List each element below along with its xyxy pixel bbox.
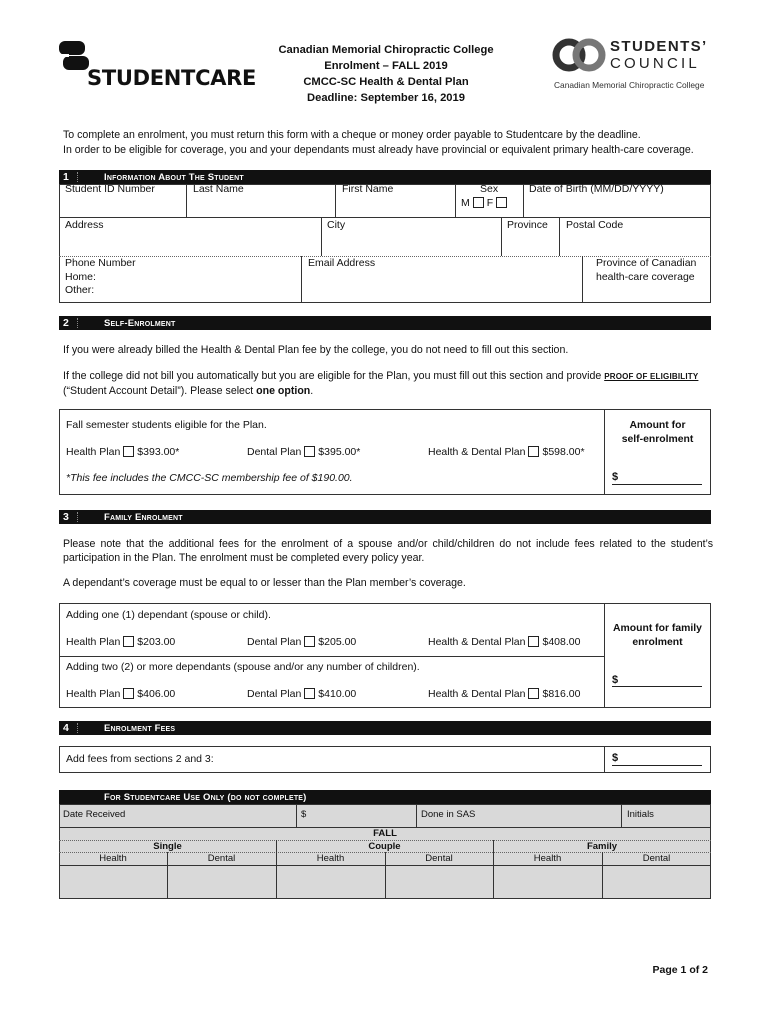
col-divider: [301, 256, 302, 303]
couple-health-label: Health: [316, 853, 345, 864]
single-label: Single: [153, 841, 182, 852]
city-field[interactable]: City: [327, 219, 346, 231]
page-number: Page 1 of 2: [652, 964, 708, 976]
row-divider: [59, 656, 604, 657]
col-divider: [604, 746, 605, 773]
row-divider: [59, 217, 711, 218]
two-health-label: Health Plan: [66, 688, 121, 700]
section3-divider: [77, 512, 78, 522]
section2-para1: If you were already billed the Health & Dental Plan fee by the college, you do not need to fill out this section.: [63, 344, 569, 356]
self-dental-option: [247, 446, 360, 458]
single-dental-label: Dental: [207, 853, 236, 864]
section1-title: Information About The Student: [104, 172, 244, 183]
self-amount-line1: Amount for: [629, 420, 686, 431]
two-hd-checkbox[interactable]: [528, 688, 539, 699]
self-health-option: [66, 446, 179, 458]
section2-number: 2: [63, 317, 69, 329]
self-amount-input[interactable]: [612, 484, 702, 485]
section2-para2a: If the college did not bill you automatically but you are eligible for the Plan, you must fill out this section and provide: [63, 370, 605, 382]
section3-header: [59, 510, 711, 524]
office-use-title: For Studentcare Use Only (do not complete): [104, 792, 307, 803]
self-hd-checkbox[interactable]: [528, 446, 539, 457]
section1-number: 1: [63, 171, 69, 183]
total-dollar: $: [612, 752, 619, 764]
family-amount-line2: enrolment: [632, 636, 683, 648]
one-dental-label: Dental Plan: [247, 636, 302, 648]
phone-field[interactable]: [65, 257, 136, 298]
self-dental-checkbox[interactable]: [304, 446, 315, 457]
membership-fee-note: *This fee includes the CMCC-SC membership fee of $190.00.: [66, 472, 353, 484]
college-name: Canadian Memorial Chiropractic College: [278, 44, 494, 56]
two-hd-label: Health & Dental Plan: [428, 688, 526, 700]
self-amount-heading: [604, 419, 711, 446]
self-hd-price: $598.00*: [542, 446, 585, 458]
col-divider: [455, 184, 456, 217]
self-hd-option: [428, 446, 585, 458]
self-health-label: Health Plan: [66, 446, 121, 458]
one-option-text: one option: [256, 385, 311, 397]
family-health-label: Health: [533, 853, 562, 864]
two-health-price: $406.00: [137, 688, 176, 700]
section4-title: Enrolment Fees: [104, 723, 176, 734]
council-line1: STUDENTS’: [610, 38, 708, 55]
section4-header: [59, 721, 711, 735]
sex-options: [461, 197, 510, 209]
first-name-field[interactable]: First Name: [342, 183, 394, 195]
date-received-label: Date Received: [63, 809, 126, 820]
section2-header: [59, 316, 711, 330]
two-dental-label: Dental Plan: [247, 688, 302, 700]
province-field[interactable]: Province: [507, 219, 548, 231]
prov-cov-line2: health-care coverage: [596, 270, 695, 283]
two-dental-price: $410.00: [318, 688, 357, 700]
col-divider: [296, 804, 297, 827]
deadline: Deadline: September 16, 2019: [307, 92, 465, 104]
self-enrolment-title: Fall semester students eligible for the Plan.: [66, 419, 267, 431]
couple-dental-label: Dental: [425, 853, 453, 864]
col-divider: [501, 217, 502, 256]
col-divider: [321, 217, 322, 256]
one-health-label: Health Plan: [66, 636, 121, 648]
two-health-checkbox[interactable]: [123, 688, 134, 699]
family-amount-heading: [604, 622, 711, 649]
two-dependants-title: Adding two (2) or more dependants (spouse and/or any number of children).: [66, 661, 420, 673]
studentcare-mark-icon: [57, 38, 91, 78]
fall-label: FALL: [373, 828, 397, 839]
self-amount-dollar: $: [612, 471, 619, 483]
student-id-field[interactable]: Student ID Number: [65, 183, 155, 195]
sex-m-label: M: [461, 197, 470, 209]
students-council-logo: [552, 38, 722, 93]
intro-line1: To complete an enrolment, you must return this form with a cheque or money order payable to Studentcare by the deadline.: [63, 129, 641, 141]
sex-label: Sex: [480, 183, 499, 195]
student-info-box: [59, 184, 711, 303]
section1-header: [59, 170, 711, 184]
single-health-label: Health: [99, 853, 127, 864]
section2-para2b: (“Student Account Detail”). Please select: [63, 385, 257, 397]
col-divider: [604, 603, 605, 708]
one-hd-price: $408.00: [542, 636, 581, 648]
col-divider: [559, 217, 560, 256]
one-health-option: [66, 636, 175, 648]
two-hd-price: $816.00: [542, 688, 581, 700]
office-dollar-label: $: [301, 809, 307, 820]
done-in-sas-label: Done in SAS: [421, 809, 476, 820]
phone-other-label: Other:: [65, 284, 95, 296]
add-fees-label: Add fees from sections 2 and 3:: [66, 753, 214, 765]
email-field[interactable]: Email Address: [308, 257, 376, 269]
council-line2: COUNCIL: [610, 55, 700, 72]
two-health-option: [66, 688, 175, 700]
section3-title: Family Enrolment: [104, 512, 183, 523]
form-title-block: [255, 42, 517, 106]
family-dental-label: Dental: [642, 853, 671, 864]
enrolment-term: Enrolment – FALL 2019: [324, 60, 448, 72]
section3-number: 3: [63, 511, 69, 523]
last-name-field[interactable]: Last Name: [193, 183, 244, 195]
two-hd-option: [428, 688, 580, 700]
section2-para2: [63, 369, 713, 398]
col-divider: [523, 184, 524, 217]
plan-name: CMCC-SC Health & Dental Plan: [303, 76, 469, 88]
section1-divider: [77, 172, 78, 182]
family-amount-dollar: $: [612, 674, 619, 686]
section4-number: 4: [63, 722, 69, 734]
self-health-checkbox[interactable]: [123, 446, 134, 457]
proof-of-eligibility-link[interactable]: PROOF OF ELIGIBILITY: [604, 372, 699, 381]
section3-para2: A dependant’s coverage must be equal to or lesser than the Plan member’s coverage.: [63, 577, 466, 589]
studentcare-logo: [57, 38, 257, 93]
province-coverage-field[interactable]: [596, 257, 696, 284]
initials-label: Initials: [627, 809, 654, 820]
postal-code-field[interactable]: Postal Code: [566, 219, 624, 231]
one-hd-checkbox[interactable]: [528, 636, 539, 647]
col-divider: [186, 184, 187, 217]
family-amount-input[interactable]: [612, 686, 702, 687]
one-hd-label: Health & Dental Plan: [428, 636, 526, 648]
col-divider: [335, 184, 336, 217]
self-dental-price: $395.00*: [318, 446, 361, 458]
couple-label: Couple: [368, 841, 401, 852]
section2-title: Self-Enrolment: [104, 318, 176, 329]
council-rings-icon: [552, 38, 607, 72]
two-dental-option: [247, 688, 356, 700]
one-dependant-title: Adding one (1) dependant (spouse or child).: [66, 609, 271, 621]
intro-line2: In order to be eligible for coverage, you and your dependants must already have provincial or equivalent primary health-care coverage.: [63, 143, 694, 156]
one-dental-option: [247, 636, 356, 648]
one-dental-checkbox[interactable]: [304, 636, 315, 647]
self-health-price: $393.00*: [137, 446, 180, 458]
family-label: Family: [586, 841, 618, 852]
office-use-header: [59, 790, 711, 804]
col-divider: [416, 804, 417, 827]
prov-cov-line1: Province of Canadian: [596, 257, 697, 269]
one-health-checkbox[interactable]: [123, 636, 134, 647]
address-field[interactable]: Address: [65, 219, 104, 231]
one-dental-price: $205.00: [318, 636, 357, 648]
one-hd-option: [428, 636, 580, 648]
section3-para1: Please note that the additional fees for the enrolment of a spouse and/or child/children do not include fees related to the student’s participation in the Plan. The enrolment must be completed every policy year.: [63, 538, 713, 564]
section4-divider: [77, 723, 78, 733]
studentcare-wordmark: STUDENTCARE: [87, 66, 257, 90]
sex-m-checkbox[interactable]: [473, 197, 484, 208]
dob-field[interactable]: Date of Birth (MM/DD/YYYY): [529, 183, 664, 195]
phone-home-label: Home:: [65, 270, 96, 283]
section2-para2-period: .: [310, 385, 314, 397]
intro-text: [63, 128, 723, 157]
family-amount-line1: Amount for family: [613, 623, 702, 634]
phone-label: Phone Number: [65, 257, 136, 269]
one-health-price: $203.00: [137, 636, 176, 648]
self-amount-line2: self-enrolment: [621, 433, 694, 445]
section2-divider: [77, 318, 78, 328]
council-line3: Canadian Memorial Chiropractic College: [554, 80, 705, 90]
total-amount-input[interactable]: [612, 765, 702, 766]
self-hd-label: Health & Dental Plan: [428, 446, 526, 458]
col-divider: [582, 256, 583, 303]
sex-f-label: F: [486, 197, 494, 209]
col-divider: [621, 804, 622, 827]
sex-f-checkbox[interactable]: [496, 197, 507, 208]
self-dental-label: Dental Plan: [247, 446, 302, 458]
two-dental-checkbox[interactable]: [304, 688, 315, 699]
